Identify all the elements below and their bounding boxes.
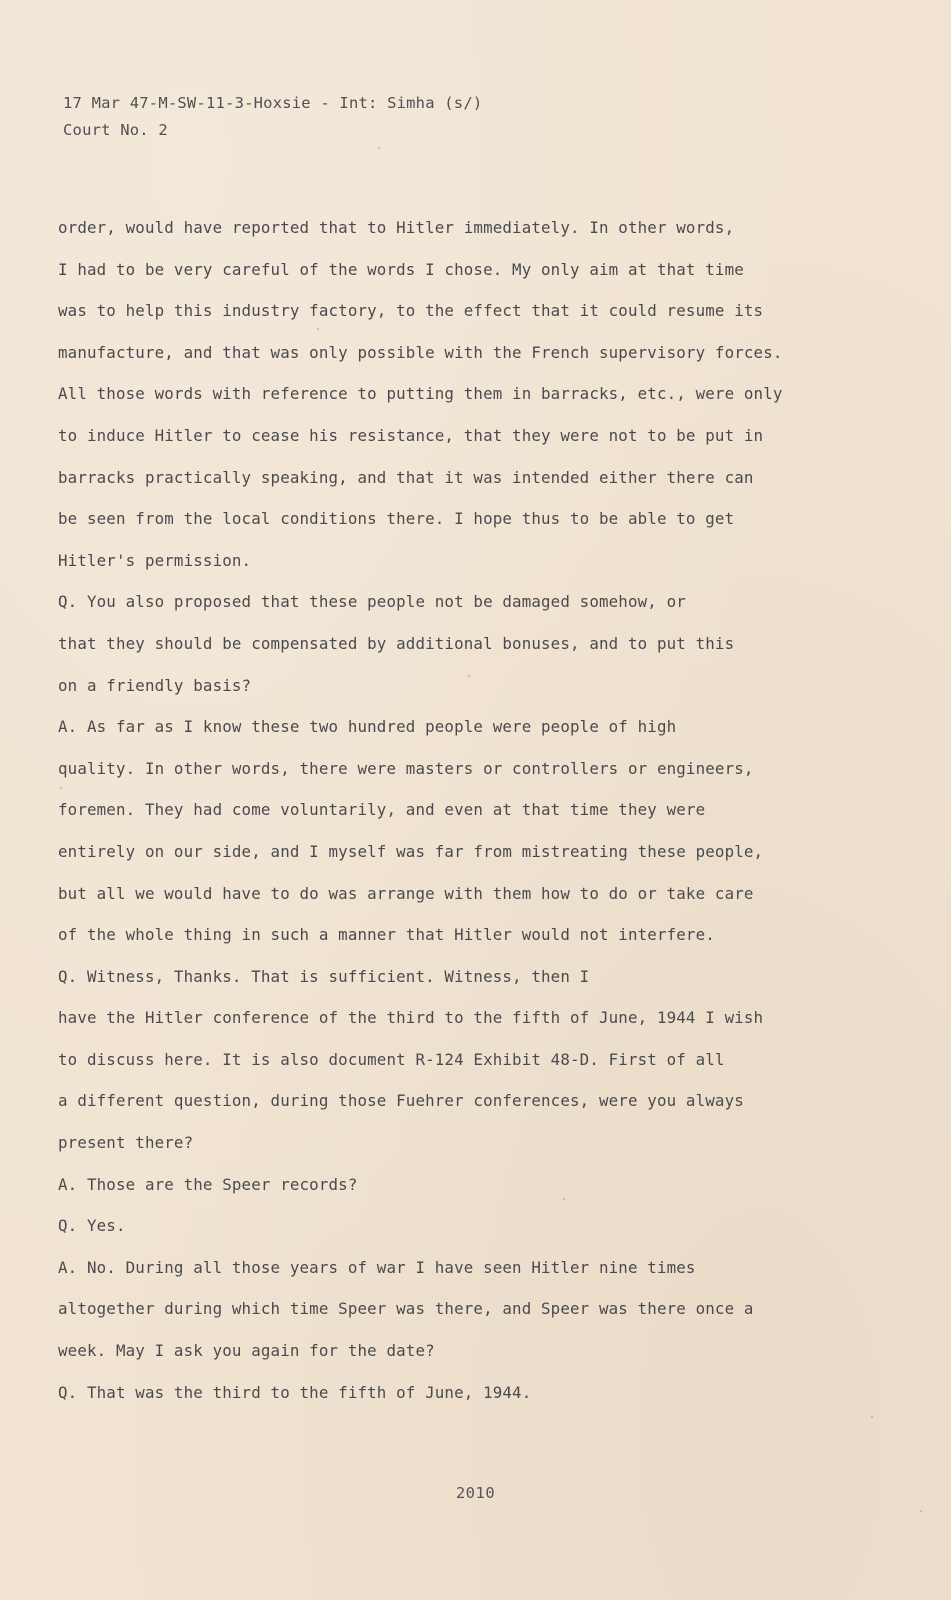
paper-speck: [871, 1416, 873, 1418]
transcript-line: Q. Yes.: [58, 1216, 126, 1236]
transcript-line: but all we would have to do was arrange with them how to do or take care: [58, 883, 754, 903]
transcript-line: A. As far as I know these two hundred people were people of high: [58, 717, 677, 737]
transcript-line: on a friendly basis?: [58, 675, 252, 695]
paper-speck: [468, 675, 470, 677]
transcript-line: Q. You also proposed that these people not be damaged somehow, or: [58, 592, 686, 612]
transcript-line: A. No. During all those years of war I have seen Hitler nine times: [58, 1257, 696, 1277]
paper-speck: [378, 147, 380, 149]
transcript-line: All those words with reference to putting them in barracks, etc., were only: [58, 384, 783, 404]
page-number: 2010: [455, 1484, 496, 1502]
transcript-line: barracks practically speaking, and that it was intended either there can: [58, 467, 754, 487]
header-court-line: Court No. 2: [63, 121, 168, 139]
transcript-line: was to help this industry factory, to the effect that it could resume its: [58, 301, 764, 321]
paper-speck: [563, 1198, 565, 1200]
transcript-line: be seen from the local conditions there. I hope thus to be able to get: [58, 509, 735, 529]
transcript-line: manufacture, and that was only possible with the French supervisory forces.: [58, 342, 783, 362]
transcript-line: Q. That was the third to the fifth of June, 1944.: [58, 1382, 532, 1402]
transcript-line: entirely on our side, and I myself was far from mistreating these people,: [58, 841, 764, 861]
paper-speck: [920, 1510, 922, 1512]
transcript-line: week. May I ask you again for the date?: [58, 1341, 435, 1361]
transcript-line: that they should be compensated by additional bonuses, and to put this: [58, 633, 735, 653]
transcript-line: foremen. They had come voluntarily, and even at that time they were: [58, 800, 706, 820]
transcript-line: order, would have reported that to Hitler immediately. In other words,: [58, 218, 735, 237]
transcript-line: of the whole thing in such a manner that Hitler would not interfere.: [58, 925, 715, 945]
paper-speck: [60, 787, 62, 789]
transcript-line: altogether during which time Speer was there, and Speer was there once a: [58, 1299, 754, 1319]
paper-speck: [317, 328, 319, 330]
transcript-line: A. Those are the Speer records?: [58, 1174, 358, 1194]
transcript-line: to discuss here. It is also document R-124 Exhibit 48-D. First of all: [58, 1049, 725, 1069]
document-header: [63, 90, 482, 144]
transcript-line: Hitler's permission.: [58, 550, 252, 570]
header-reference-line: 17 Mar 47-M-SW-11-3-Hoxsie - Int: Simha (s/): [63, 94, 483, 112]
transcript-line: Q. Witness, Thanks. That is sufficient. Witness, then I: [58, 966, 590, 986]
transcript-line: have the Hitler conference of the third to the fifth of June, 1944 I wish: [58, 1008, 764, 1028]
transcript-body: [58, 207, 848, 1413]
transcript-line: quality. In other words, there were masters or controllers or engineers,: [58, 758, 754, 778]
transcript-line: a different question, during those Fuehrer conferences, were you always: [58, 1091, 744, 1111]
transcript-line: to induce Hitler to cease his resistance, that they were not to be put in: [58, 425, 764, 445]
transcript-line: present there?: [58, 1133, 194, 1153]
transcript-line: I had to be very careful of the words I chose. My only aim at that time: [58, 259, 744, 279]
